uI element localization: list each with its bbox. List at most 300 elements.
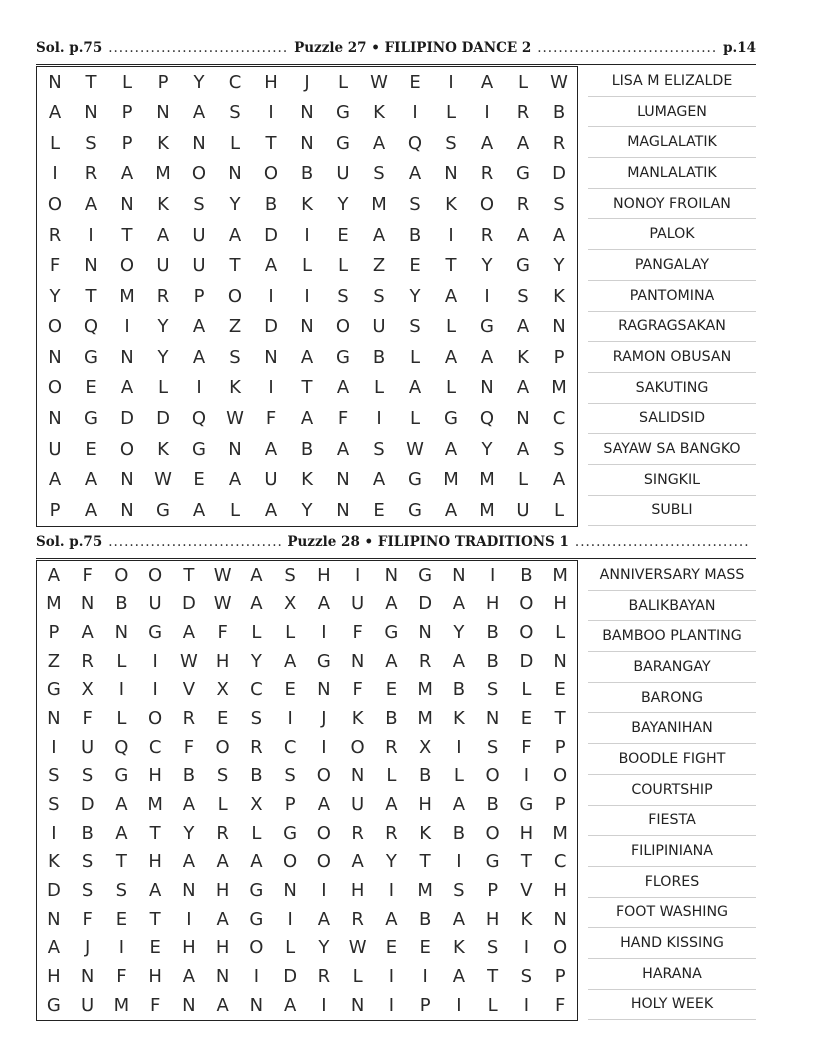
grid-letter: L [337, 255, 349, 277]
grid-letter: N [249, 994, 264, 1016]
grid-row [37, 962, 577, 991]
grid-letter: A [300, 407, 314, 429]
grid-letter: I [287, 908, 293, 930]
grid-letter: I [52, 163, 58, 185]
grid-letter: S [48, 794, 60, 816]
leader-dots [537, 40, 717, 56]
word-list-item: PALOK [588, 219, 756, 250]
grid-letter: H [215, 650, 230, 672]
grid-letter: R [81, 650, 94, 672]
grid-letter: N [84, 102, 98, 124]
grid-letter: M [479, 469, 495, 491]
grid-letter: P [553, 346, 565, 368]
grid-letter: N [300, 132, 314, 154]
grid-letter: L [352, 966, 363, 988]
word-list-item: BALIKBAYAN [588, 591, 756, 622]
grid-letter: N [80, 593, 95, 615]
grid-letter: I [523, 937, 530, 959]
word-list-item: MANLALATIK [588, 158, 756, 189]
grid-letter: A [516, 316, 530, 338]
grid-letter: N [317, 679, 331, 701]
grid-letter: O [215, 736, 230, 758]
grid-letter: K [301, 194, 313, 216]
grid-letter: K [452, 937, 465, 959]
grid-letter: G [516, 163, 530, 185]
grid-letter: S [85, 132, 97, 154]
grid-row [37, 934, 577, 963]
grid-letter: C [283, 736, 297, 758]
grid-letter: V [520, 880, 533, 902]
grid-row [37, 561, 577, 590]
puzzle-28-word-list [588, 560, 756, 1020]
grid-letter: G [46, 994, 61, 1016]
grid-letter: Z [47, 650, 61, 672]
grid-letter: H [418, 794, 432, 816]
grid-letter: H [148, 966, 162, 988]
grid-letter: I [124, 316, 130, 338]
grid-letter: A [385, 650, 398, 672]
grid-letter: W [348, 937, 367, 959]
grid-letter: M [479, 499, 495, 521]
grid-letter: G [480, 316, 494, 338]
grid-letter: I [412, 102, 418, 124]
grid-row [37, 819, 577, 848]
grid-letter: D [264, 316, 278, 338]
grid-letter: R [516, 102, 530, 124]
word-list-item: SAYAW SA BANGKO [588, 434, 756, 465]
grid-letter: L [373, 377, 385, 399]
grid-letter: A [84, 469, 98, 491]
grid-row [37, 403, 577, 434]
grid-letter: A [317, 593, 331, 615]
grid-letter: W [154, 469, 172, 491]
grid-letter: N [444, 163, 458, 185]
grid-letter: S [373, 285, 385, 307]
grid-letter: S [284, 765, 296, 787]
grid-letter: T [487, 966, 499, 988]
leader-dots [108, 534, 281, 550]
grid-letter: G [336, 132, 350, 154]
grid-letter: A [216, 994, 229, 1016]
grid-letter: O [316, 822, 331, 844]
word-list-item: SINGKIL [588, 465, 756, 496]
grid-row [37, 312, 577, 343]
grid-letter: R [182, 708, 196, 730]
grid-letter: T [301, 377, 313, 399]
grid-letter: N [48, 71, 62, 93]
grid-letter: L [386, 765, 397, 787]
grid-letter: B [385, 708, 398, 730]
grid-letter: H [148, 851, 162, 873]
grid-letter: I [321, 622, 327, 644]
grid-letter: L [409, 407, 421, 429]
grid-letter: I [118, 679, 125, 701]
grid-letter: A [317, 794, 331, 816]
grid-letter: U [372, 316, 386, 338]
grid-letter: I [448, 224, 454, 246]
grid-letter: O [335, 316, 351, 338]
grid-letter: R [552, 132, 566, 154]
grid-letter: A [48, 102, 62, 124]
grid-row [37, 159, 577, 190]
grid-letter: N [80, 966, 95, 988]
page-number: p.14 [723, 40, 756, 56]
grid-letter: P [419, 994, 431, 1016]
grid-letter: R [516, 194, 530, 216]
grid-letter: A [192, 316, 206, 338]
grid-letter: N [300, 102, 314, 124]
header-rule [36, 558, 756, 559]
grid-letter: S [81, 880, 94, 902]
grid-letter: J [321, 708, 327, 730]
grid-letter: X [418, 736, 432, 758]
grid-letter: M [113, 994, 130, 1016]
grid-letter: S [216, 765, 229, 787]
grid-letter: G [444, 407, 458, 429]
grid-letter: X [81, 679, 94, 701]
grid-letter: E [115, 908, 128, 930]
grid-letter: G [283, 822, 298, 844]
grid-letter: B [300, 163, 314, 185]
grid-letter: Y [409, 285, 421, 307]
grid-letter: P [193, 285, 205, 307]
grid-letter: I [253, 966, 260, 988]
grid-letter: A [372, 132, 386, 154]
grid-letter: E [337, 224, 349, 246]
grid-letter: R [480, 224, 494, 246]
grid-letter: B [81, 822, 94, 844]
grid-letter: W [406, 438, 424, 460]
grid-letter: L [285, 622, 296, 644]
grid-letter: U [48, 438, 62, 460]
word-list-item: MAGLALATIK [588, 127, 756, 158]
grid-letter: E [385, 679, 398, 701]
grid-letter: H [148, 765, 162, 787]
grid-letter: O [227, 285, 243, 307]
grid-letter: K [351, 708, 364, 730]
grid-letter: G [408, 469, 422, 491]
grid-row [37, 848, 577, 877]
grid-letter: E [216, 708, 229, 730]
grid-letter: S [284, 564, 296, 586]
grid-letter: P [554, 794, 566, 816]
grid-letter: I [152, 679, 158, 701]
grid-letter: T [520, 851, 532, 873]
grid-letter: I [376, 407, 382, 429]
grid-row [37, 876, 577, 905]
grid-letter: H [519, 822, 534, 844]
grid-letter: O [553, 937, 568, 959]
grid-row [37, 373, 577, 404]
grid-letter: N [350, 994, 365, 1016]
grid-letter: L [553, 499, 565, 521]
puzzle-27-letter-grid [36, 66, 578, 527]
grid-letter: C [552, 407, 566, 429]
grid-letter: A [182, 851, 196, 873]
grid-letter: L [445, 102, 457, 124]
grid-letter: P [284, 794, 296, 816]
grid-letter: B [372, 346, 386, 368]
grid-letter: A [452, 794, 466, 816]
grid-letter: U [336, 163, 350, 185]
grid-letter: I [456, 851, 462, 873]
grid-letter: I [321, 880, 327, 902]
grid-letter: N [215, 966, 230, 988]
grid-letter: A [317, 908, 331, 930]
grid-letter: Y [481, 438, 493, 460]
grid-letter: N [300, 316, 314, 338]
grid-letter: L [487, 994, 498, 1016]
grid-letter: H [215, 937, 230, 959]
grid-letter: A [516, 132, 530, 154]
grid-letter: B [418, 765, 432, 787]
word-list-item: NONOY FROILAN [588, 189, 756, 220]
grid-letter: G [336, 346, 350, 368]
grid-letter: S [115, 880, 128, 902]
grid-letter: A [408, 377, 422, 399]
grid-letter: L [116, 708, 127, 730]
grid-letter: O [249, 937, 264, 959]
grid-letter: N [480, 377, 494, 399]
grid-letter: K [452, 708, 465, 730]
grid-letter: A [351, 851, 364, 873]
grid-letter: N [192, 132, 206, 154]
word-list-item: PANGALAY [588, 250, 756, 281]
grid-letter: N [156, 102, 170, 124]
grid-letter: L [445, 316, 457, 338]
grid-letter: T [85, 285, 97, 307]
grid-letter: K [229, 377, 241, 399]
grid-letter: A [336, 377, 350, 399]
grid-letter: F [49, 255, 61, 277]
word-list-item: BARONG [588, 683, 756, 714]
grid-letter: F [82, 564, 93, 586]
grid-letter: A [385, 794, 398, 816]
grid-letter: N [350, 650, 365, 672]
grid-letter: L [301, 255, 313, 277]
grid-letter: L [217, 794, 228, 816]
grid-letter: C [228, 71, 242, 93]
grid-letter: L [555, 622, 566, 644]
grid-letter: A [192, 102, 206, 124]
grid-letter: N [283, 880, 297, 902]
grid-letter: W [370, 71, 388, 93]
grid-letter: A [84, 499, 98, 521]
grid-letter: R [48, 224, 62, 246]
grid-letter: N [336, 499, 350, 521]
grid-letter: I [489, 564, 496, 586]
grid-letter: E [419, 937, 431, 959]
grid-letter: A [250, 564, 263, 586]
grid-letter: H [317, 564, 331, 586]
grid-letter: D [264, 224, 278, 246]
grid-letter: G [384, 622, 399, 644]
grid-row [37, 434, 577, 465]
grid-letter: A [372, 469, 386, 491]
grid-letter: Z [228, 316, 242, 338]
grid-letter: H [264, 71, 278, 93]
grid-letter: G [192, 438, 206, 460]
grid-letter: E [520, 708, 533, 730]
grid-letter: P [554, 966, 566, 988]
word-list-item: FILIPINIANA [588, 836, 756, 867]
grid-letter: A [444, 346, 458, 368]
grid-row [37, 464, 577, 495]
grid-row [37, 495, 577, 526]
grid-letter: Q [114, 736, 129, 758]
grid-letter: B [486, 650, 499, 672]
grid-letter: M [552, 822, 568, 844]
grid-letter: S [409, 316, 421, 338]
grid-letter: P [121, 102, 133, 124]
grid-letter: I [51, 822, 57, 844]
grid-letter: R [84, 163, 98, 185]
grid-letter: O [263, 163, 279, 185]
grid-letter: S [373, 438, 385, 460]
word-list-item: FLORES [588, 867, 756, 898]
word-list-item: BAMBOO PLANTING [588, 621, 756, 652]
grid-letter: R [418, 650, 432, 672]
grid-letter: P [48, 622, 60, 644]
grid-letter: K [517, 346, 529, 368]
grid-letter: A [444, 285, 458, 307]
grid-letter: A [115, 794, 128, 816]
grid-letter: L [229, 132, 241, 154]
grid-letter: A [250, 851, 263, 873]
grid-letter: X [250, 794, 263, 816]
grid-letter: S [445, 132, 457, 154]
grid-letter: R [351, 822, 364, 844]
grid-letter: I [268, 285, 274, 307]
word-list-item: HARANA [588, 959, 756, 990]
grid-letter: M [46, 593, 62, 615]
grid-letter: N [48, 346, 62, 368]
grid-row [37, 991, 577, 1020]
grid-letter: N [228, 163, 242, 185]
grid-letter: N [516, 407, 530, 429]
grid-letter: M [155, 163, 171, 185]
grid-letter: S [229, 346, 241, 368]
grid-letter: I [422, 966, 428, 988]
grid-letter: A [48, 469, 62, 491]
grid-letter: L [409, 346, 421, 368]
grid-letter: A [47, 937, 61, 959]
grid-row [37, 590, 577, 619]
grid-letter: S [250, 708, 263, 730]
grid-letter: A [84, 194, 98, 216]
grid-letter: L [251, 622, 262, 644]
grid-letter: L [517, 71, 529, 93]
grid-letter: J [84, 937, 91, 959]
grid-letter: N [48, 407, 62, 429]
grid-letter: O [191, 163, 207, 185]
grid-letter: L [521, 679, 532, 701]
grid-row [37, 676, 577, 705]
grid-letter: T [419, 851, 431, 873]
grid-letter: I [118, 937, 125, 959]
grid-letter: O [485, 822, 500, 844]
grid-letter: G [249, 880, 264, 902]
grid-letter: O [519, 593, 534, 615]
grid-letter: Q [407, 132, 423, 154]
grid-letter: N [553, 908, 567, 930]
grid-letter: F [82, 708, 93, 730]
grid-letter: K [157, 438, 169, 460]
grid-letter: M [371, 194, 387, 216]
grid-letter: O [148, 708, 163, 730]
word-list-item: HAND KISSING [588, 928, 756, 959]
grid-letter: F [352, 679, 363, 701]
grid-letter: N [120, 499, 134, 521]
grid-letter: Y [157, 346, 169, 368]
grid-letter: O [519, 622, 534, 644]
grid-letter: T [183, 564, 195, 586]
grid-letter: K [373, 102, 385, 124]
grid-letter: F [183, 736, 195, 758]
grid-letter: P [157, 71, 169, 93]
grid-letter: N [264, 346, 278, 368]
grid-letter: Y [49, 285, 61, 307]
puzzle-27-title: Puzzle 27 • FILIPINO DANCE 2 [294, 40, 532, 56]
grid-letter: I [484, 285, 490, 307]
grid-letter: I [388, 994, 395, 1016]
grid-letter: W [226, 407, 244, 429]
grid-letter: R [156, 285, 170, 307]
grid-letter: A [385, 908, 398, 930]
grid-letter: Y [453, 622, 465, 644]
grid-letter: K [419, 822, 432, 844]
grid-letter: U [81, 736, 95, 758]
grid-letter: B [182, 765, 196, 787]
grid-letter: L [121, 71, 133, 93]
grid-letter: K [553, 285, 565, 307]
grid-letter: O [350, 736, 365, 758]
grid-letter: R [317, 966, 331, 988]
grid-letter: S [520, 966, 533, 988]
grid-letter: I [388, 880, 395, 902]
grid-letter: A [192, 346, 206, 368]
grid-letter: D [156, 407, 170, 429]
grid-letter: I [448, 71, 454, 93]
grid-letter: S [193, 194, 205, 216]
grid-letter: O [283, 851, 298, 873]
grid-letter: A [480, 71, 494, 93]
grid-letter: R [385, 736, 398, 758]
grid-letter: U [351, 593, 365, 615]
grid-letter: N [120, 346, 134, 368]
word-list-item: BARANGAY [588, 652, 756, 683]
grid-letter: L [157, 377, 169, 399]
grid-letter: E [409, 255, 421, 277]
grid-letter: I [51, 736, 57, 758]
grid-letter: G [316, 650, 331, 672]
grid-letter: I [268, 377, 274, 399]
word-list-item: ANNIVERSARY MASS [588, 560, 756, 591]
grid-row [37, 762, 577, 791]
grid-letter: B [486, 794, 499, 816]
grid-letter: K [520, 908, 533, 930]
grid-letter: B [552, 102, 566, 124]
grid-row [37, 220, 577, 251]
grid-letter: P [554, 736, 566, 758]
grid-letter: S [81, 765, 94, 787]
grid-letter: O [119, 438, 135, 460]
grid-letter: F [82, 908, 93, 930]
grid-letter: Q [83, 316, 99, 338]
grid-letter: D [46, 880, 61, 902]
grid-letter: L [453, 765, 464, 787]
grid-letter: E [193, 469, 205, 491]
